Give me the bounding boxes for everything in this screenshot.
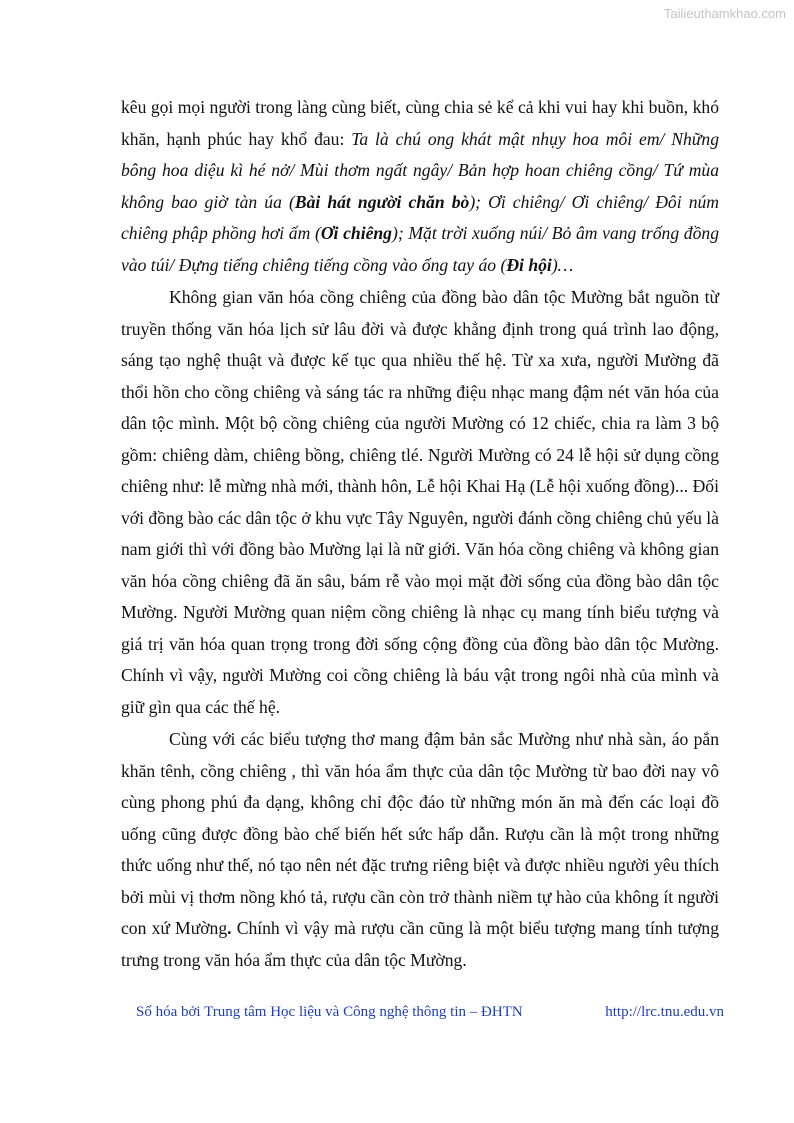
poem-excerpt: ); Ơi chiêng/ Ơi chiêng/ Đôi núm chiêng phập phồng hơi ấm ( xyxy=(121,191,719,243)
song-title: Ơi chiêng xyxy=(320,223,392,243)
text-run: Cùng với các biểu tượng thơ mang đậm bản sắc Mường như nhà sàn, áo pắn khăn tênh, cồng chiêng , thì văn hóa ẩm thực của dân tộc Mường từ bao đời nay vô cùng phong phú đa dạng, không chỉ độc đáo từ những món ăn mà đến các loại đồ uống cũng được đồng bào chế biến hết sức hấp dẫn. Rượu cần là một trong những thức uống như thế, nó tạo nên nét đặc trưng riêng biệt và được nhiều người yêu thích bởi mùi vị thơm nồng khó tả, rượu cần còn trở thành niềm tự hào của không ít người con xứ Mường xyxy=(121,729,719,938)
page-body xyxy=(121,92,719,976)
footer-digitized-by: Số hóa bởi Trung tâm Học liệu và Công nghệ thông tin – ĐHTN xyxy=(136,1004,523,1020)
poem-excerpt: ); Mặt trời xuống núi/ Bỏ âm vang trống đồng vào túi/ Đựng tiếng chiêng tiếng cồng vào ống tay áo ( xyxy=(121,223,719,275)
paragraph-poetry-quote xyxy=(121,92,719,281)
page-footer xyxy=(136,1004,724,1021)
footer-url[interactable]: http://lrc.tnu.edu.vn xyxy=(605,1004,724,1020)
paragraph-cuisine xyxy=(121,724,719,976)
text-run: kêu gọi mọi người trong làng cùng biết, cùng chia sẻ kể cả khi vui hay khi buồn, khó khăn, hạnh phúc hay khổ đau: xyxy=(121,97,719,149)
text-run-bold: . xyxy=(227,918,232,938)
paragraph-gong-culture: Không gian văn hóa cồng chiêng của đồng bào dân tộc Mường bắt nguồn từ truyền thống văn hóa lịch sử lâu đời và được khẳng định trong quá trình lao động, sáng tạo nghệ thuật và được kế tục qua nhiều thế hệ. Từ xa xưa, người Mường đã thổi hồn cho cồng chiêng và sáng tác ra những điệu nhạc mang đậm nét văn hóa của dân tộc mình. Một bộ cồng chiêng của người Mường có 12 chiếc, chia ra làm 3 bộ gồm: chiêng dàm, chiêng bồng, chiêng tlé. Người Mường có 24 lễ hội sử dụng cồng chiêng như: lễ mừng nhà mới, thành hôn, Lễ hội Khai Hạ (Lễ hội xuống đồng)... Đối với đồng bào các dân tộc ở khu vực Tây Nguyên, người đánh cồng chiêng chủ yếu là nam giới thì với đồng bào Mường lại là nữ giới. Văn hóa cồng chiêng và không gian văn hóa cồng chiêng đã ăn sâu, bám rễ vào mọi mặt đời sống của đồng bào dân tộc Mường. Người Mường quan niệm cồng chiêng là nhạc cụ mang tính biểu tượng và giá trị văn hóa quan trọng trong đời sống cộng đồng của đồng bào dân tộc Mường. Chính vì vậy, người Mường coi cồng chiêng là báu vật trong ngôi nhà của mình và giữ gìn qua các thế hệ. xyxy=(121,287,719,717)
text-run: Chính vì vậy mà rượu cần cũng là một biểu tượng mang tính tượng trưng trong văn hóa ẩm thực của dân tộc Mường. xyxy=(121,918,719,970)
song-title: Đi hội xyxy=(506,254,552,275)
song-title: Bài hát người chăn bò xyxy=(294,191,470,212)
watermark: Tailieuthamkhao.com xyxy=(663,6,786,21)
poem-excerpt: )… xyxy=(551,254,574,275)
poem-excerpt: Ta là chú ong khát mật nhụy hoa môi em/ Những bông hoa diệu kì hé nở/ Mùi thơm ngất ngây/ Bản hợp hoan chiêng cồng/ Tứ mùa không bao giờ tàn úa ( xyxy=(121,128,719,212)
